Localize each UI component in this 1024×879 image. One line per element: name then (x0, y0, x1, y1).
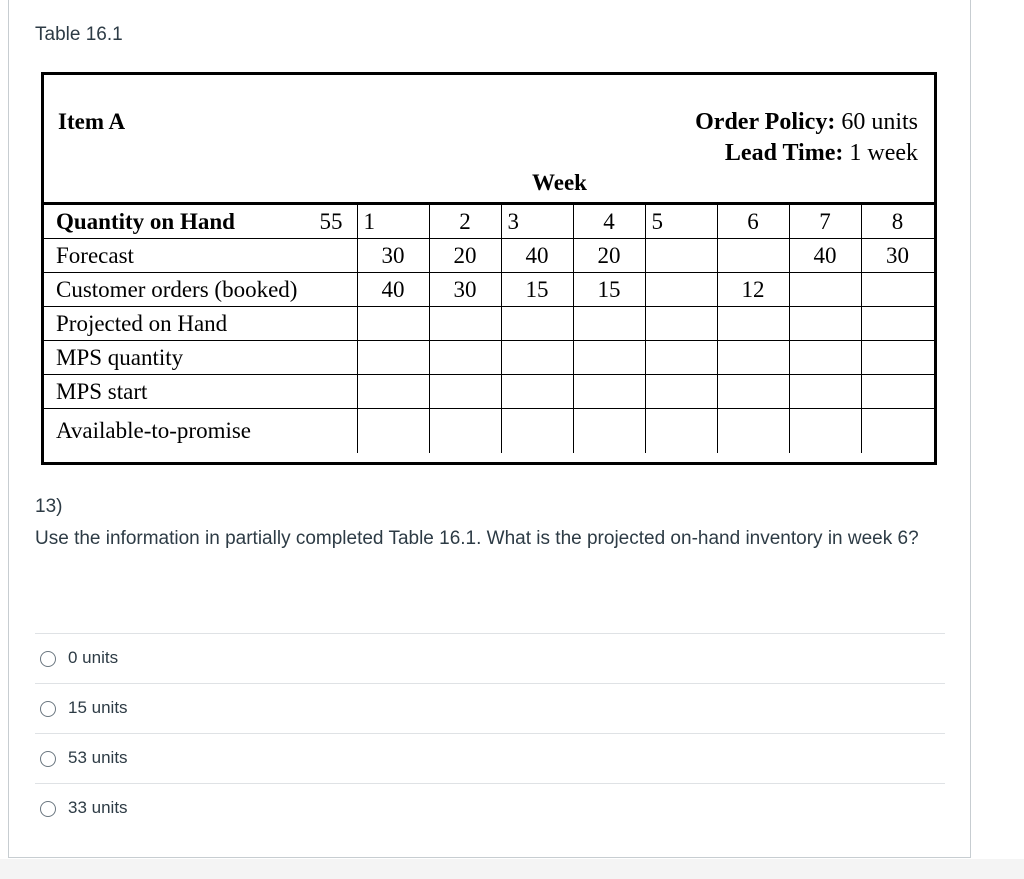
value-cell (429, 375, 501, 409)
value-cell (429, 409, 501, 454)
value-cell (717, 239, 789, 273)
value-cell: 12 (717, 273, 789, 307)
value-cell: 40 (501, 239, 573, 273)
value-cell (861, 273, 934, 307)
week-cell: 8 (861, 204, 934, 239)
radio-button[interactable] (40, 751, 56, 767)
row-label: Projected on Hand (44, 307, 357, 341)
radio-button[interactable] (40, 701, 56, 717)
mps-table-image (41, 72, 937, 465)
row-label: MPS start (44, 375, 357, 409)
answer-option[interactable] (35, 633, 945, 683)
value-cell (645, 307, 717, 341)
qoh-value: 55 (319, 208, 343, 234)
value-cell: 15 (501, 273, 573, 307)
value-cell (501, 375, 573, 409)
week-header: Week (532, 170, 587, 195)
answer-label[interactable]: 53 units (68, 748, 128, 767)
week-cell: 7 (789, 204, 861, 239)
week-cell: 6 (717, 204, 789, 239)
order-policy-label: Order Policy: (695, 109, 836, 135)
value-cell (357, 307, 429, 341)
value-cell (573, 409, 645, 454)
value-cell (717, 307, 789, 341)
value-cell (645, 239, 717, 273)
value-cell (861, 409, 934, 454)
radio-button[interactable] (40, 651, 56, 667)
table-row (44, 375, 934, 409)
value-cell: 40 (789, 239, 861, 273)
answer-option[interactable] (35, 733, 945, 783)
value-cell (645, 409, 717, 454)
value-cell: 30 (861, 239, 934, 273)
value-cell (717, 341, 789, 375)
value-cell (501, 307, 573, 341)
answer-label[interactable]: 0 units (68, 648, 119, 667)
answer-option[interactable] (35, 783, 945, 833)
value-cell (789, 409, 861, 454)
policy-block (695, 107, 918, 169)
qoh-cell (44, 204, 357, 239)
week-cell: 2 (429, 204, 501, 239)
value-cell (429, 341, 501, 375)
row-label: Customer orders (booked) (44, 273, 357, 307)
value-cell: 20 (573, 239, 645, 273)
value-cell (861, 341, 934, 375)
table-row (44, 307, 934, 341)
qoh-label: Quantity on Hand (56, 208, 235, 234)
value-cell (357, 375, 429, 409)
week-cell: 5 (645, 204, 717, 239)
value-cell (357, 409, 429, 454)
row-label: Forecast (44, 239, 357, 273)
week-cell: 4 (573, 204, 645, 239)
lead-time-label: Lead Time: (724, 140, 844, 166)
week-cell: 3 (501, 204, 573, 239)
value-cell (645, 341, 717, 375)
value-cell (789, 273, 861, 307)
answer-label[interactable]: 33 units (68, 798, 128, 817)
table-row (44, 239, 934, 273)
value-cell (789, 341, 861, 375)
value-cell: 15 (573, 273, 645, 307)
value-cell (501, 409, 573, 454)
value-cell (501, 341, 573, 375)
item-label: Item A (58, 109, 126, 134)
week-row (44, 204, 934, 239)
table-title: Table 16.1 (35, 24, 123, 45)
value-cell (717, 409, 789, 454)
value-cell (861, 375, 934, 409)
answer-list (35, 633, 945, 833)
value-cell (573, 375, 645, 409)
value-cell (573, 307, 645, 341)
value-cell: 20 (429, 239, 501, 273)
value-cell (357, 341, 429, 375)
page-background (0, 859, 1024, 879)
table-row (44, 409, 934, 454)
order-policy-value: 60 units (841, 109, 918, 135)
week-cell: 1 (357, 204, 429, 239)
row-label: MPS quantity (44, 341, 357, 375)
table-row (44, 341, 934, 375)
value-cell (789, 375, 861, 409)
value-cell (789, 307, 861, 341)
lead-time-value: 1 week (849, 140, 918, 166)
answer-label[interactable]: 15 units (68, 698, 128, 717)
value-cell: 40 (357, 273, 429, 307)
question-number: 13) (35, 496, 63, 517)
value-cell (429, 307, 501, 341)
value-cell (645, 375, 717, 409)
table-row (44, 273, 934, 307)
value-cell (717, 375, 789, 409)
value-cell (861, 307, 934, 341)
value-cell (573, 341, 645, 375)
radio-button[interactable] (40, 801, 56, 817)
question-text: Use the information in partially completed Table 16.1. What is the projected on-hand inventory in week 6? (35, 528, 919, 549)
row-label: Available-to-promise (44, 409, 357, 454)
value-cell: 30 (429, 273, 501, 307)
value-cell (645, 273, 717, 307)
answer-option[interactable] (35, 683, 945, 733)
value-cell: 30 (357, 239, 429, 273)
mps-grid (44, 202, 935, 453)
